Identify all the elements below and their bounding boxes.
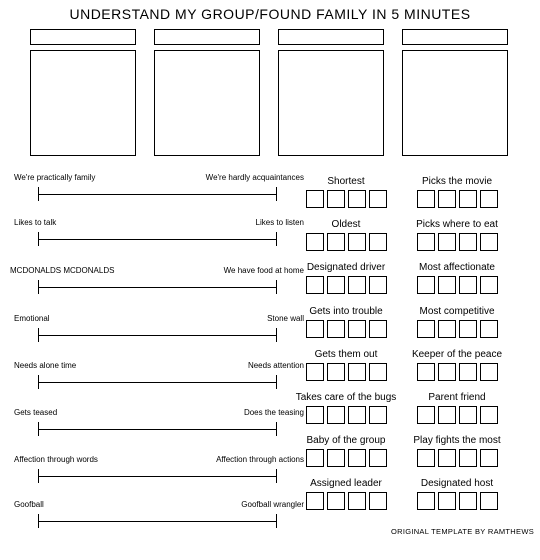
scale-left-tick	[38, 328, 39, 342]
category-slots	[287, 233, 405, 251]
category-slots	[398, 233, 516, 251]
scale-right-label: We have food at home	[223, 266, 304, 275]
category-label: Baby of the group	[306, 435, 386, 446]
member-slot[interactable]	[327, 320, 345, 338]
scale-left-tick	[38, 280, 39, 294]
category-group	[287, 478, 405, 522]
member-slot[interactable]	[417, 276, 435, 294]
member-slot[interactable]	[348, 276, 366, 294]
category-label: Designated host	[420, 478, 494, 489]
member-name-box-2[interactable]	[154, 29, 260, 45]
member-slot[interactable]	[417, 449, 435, 467]
member-slot[interactable]	[480, 190, 498, 208]
member-name-box-4[interactable]	[402, 29, 508, 45]
member-slot[interactable]	[480, 233, 498, 251]
category-group	[287, 219, 405, 263]
category-label: Oldest	[331, 219, 361, 230]
member-name-box-1[interactable]	[30, 29, 136, 45]
member-slot[interactable]	[480, 320, 498, 338]
member-slot[interactable]	[438, 233, 456, 251]
category-slots	[398, 320, 516, 338]
category-label: Gets them out	[314, 349, 378, 360]
scale-right-label: Needs attention	[247, 361, 304, 370]
scale-left-label: Goofball	[14, 500, 44, 509]
member-slot[interactable]	[327, 190, 345, 208]
member-name-box-3[interactable]	[278, 29, 384, 45]
member-slot[interactable]	[438, 320, 456, 338]
member-slot[interactable]	[306, 449, 324, 467]
category-label: Picks the movie	[421, 176, 493, 187]
member-slot[interactable]	[369, 449, 387, 467]
scale-line[interactable]	[39, 335, 277, 336]
category-group	[287, 392, 405, 436]
member-slot[interactable]	[438, 276, 456, 294]
scale-line[interactable]	[39, 382, 277, 383]
member-slot[interactable]	[327, 406, 345, 424]
member-slot[interactable]	[417, 492, 435, 510]
member-slot[interactable]	[459, 233, 477, 251]
scale-left-label: We're practically family	[14, 173, 96, 182]
category-slots	[287, 492, 405, 510]
category-label: Play fights the most	[413, 435, 501, 446]
member-slot[interactable]	[306, 320, 324, 338]
member-slot[interactable]	[480, 492, 498, 510]
member-slot[interactable]	[327, 233, 345, 251]
scale-right-tick	[276, 514, 277, 528]
member-slot[interactable]	[348, 233, 366, 251]
scale-left-tick	[38, 232, 39, 246]
member-slot[interactable]	[306, 363, 324, 381]
category-slots	[398, 492, 516, 510]
member-slot[interactable]	[348, 190, 366, 208]
member-slot[interactable]	[306, 276, 324, 294]
member-slot[interactable]	[417, 233, 435, 251]
member-picture-box-1[interactable]	[30, 50, 136, 156]
spectrum-scale	[0, 500, 310, 560]
category-label: Shortest	[327, 176, 365, 187]
member-slot[interactable]	[348, 449, 366, 467]
scale-left-label: Likes to talk	[14, 218, 57, 227]
scale-left-label: MCDONALDS MCDONALDS	[10, 266, 115, 275]
category-group	[398, 478, 516, 522]
scale-left-label: Needs alone time	[14, 361, 77, 370]
member-picture-box-2[interactable]	[154, 50, 260, 156]
member-slot[interactable]	[417, 406, 435, 424]
category-group	[398, 349, 516, 393]
scale-right-label: Does the teasing	[243, 408, 304, 417]
member-slot[interactable]	[480, 449, 498, 467]
scale-line[interactable]	[39, 194, 277, 195]
scale-right-tick	[276, 232, 277, 246]
member-slot[interactable]	[327, 449, 345, 467]
member-slot[interactable]	[306, 233, 324, 251]
member-slot[interactable]	[480, 363, 498, 381]
scale-line[interactable]	[39, 476, 277, 477]
member-slot[interactable]	[459, 276, 477, 294]
scale-line[interactable]	[39, 287, 277, 288]
category-label: Most competitive	[419, 306, 495, 317]
member-slot[interactable]	[369, 233, 387, 251]
member-slot[interactable]	[438, 190, 456, 208]
category-slots	[398, 363, 516, 381]
category-slots	[287, 406, 405, 424]
category-label: Takes care of the bugs	[295, 392, 397, 403]
member-slot[interactable]	[438, 406, 456, 424]
scale-right-tick	[276, 469, 277, 483]
scale-right-tick	[276, 280, 277, 294]
category-label: Keeper of the peace	[411, 349, 503, 360]
category-slots	[287, 449, 405, 467]
scale-left-tick	[38, 187, 39, 201]
member-slot[interactable]	[369, 276, 387, 294]
category-slots	[287, 190, 405, 208]
member-slot[interactable]	[459, 406, 477, 424]
scale-right-tick	[276, 187, 277, 201]
scale-line[interactable]	[39, 521, 277, 522]
member-slot[interactable]	[459, 492, 477, 510]
category-label: Most affectionate	[419, 262, 495, 273]
scale-left-tick	[38, 469, 39, 483]
member-slot[interactable]	[459, 449, 477, 467]
category-group	[287, 349, 405, 393]
member-picture-box-4[interactable]	[402, 50, 508, 156]
category-group	[398, 262, 516, 306]
scale-right-label: Goofball wrangler	[241, 500, 304, 509]
category-group	[398, 219, 516, 263]
category-label: Gets into trouble	[309, 306, 383, 317]
scale-right-tick	[276, 375, 277, 389]
member-slot[interactable]	[306, 406, 324, 424]
category-slots	[287, 363, 405, 381]
category-label: Parent friend	[428, 392, 486, 403]
member-slot[interactable]	[369, 406, 387, 424]
category-label: Designated driver	[306, 262, 386, 273]
member-slot[interactable]	[438, 449, 456, 467]
scale-right-label: We're hardly acquaintances	[205, 173, 304, 182]
member-slot[interactable]	[480, 406, 498, 424]
member-slot[interactable]	[459, 363, 477, 381]
category-slots	[398, 449, 516, 467]
member-slot[interactable]	[327, 363, 345, 381]
member-slot[interactable]	[327, 276, 345, 294]
category-group	[398, 392, 516, 436]
member-slot[interactable]	[348, 320, 366, 338]
member-slot[interactable]	[480, 276, 498, 294]
category-slots	[398, 406, 516, 424]
member-slot[interactable]	[417, 320, 435, 338]
page-title: UNDERSTAND MY GROUP/FOUND FAMILY IN 5 MINUTES	[69, 6, 471, 22]
category-label: Assigned leader	[310, 478, 382, 489]
category-group	[287, 176, 405, 220]
category-slots	[398, 190, 516, 208]
scale-left-tick	[38, 422, 39, 436]
member-slot[interactable]	[369, 320, 387, 338]
scale-left-label: Gets teased	[14, 408, 58, 417]
member-slot[interactable]	[348, 406, 366, 424]
category-slots	[287, 276, 405, 294]
category-group	[287, 435, 405, 479]
member-slot[interactable]	[369, 363, 387, 381]
scale-right-label: Stone wall	[267, 314, 304, 323]
member-slot[interactable]	[327, 492, 345, 510]
member-slot[interactable]	[306, 492, 324, 510]
member-picture-box-3[interactable]	[278, 50, 384, 156]
scale-line[interactable]	[39, 429, 277, 430]
category-group	[287, 306, 405, 350]
member-slot[interactable]	[417, 363, 435, 381]
scale-right-label: Likes to listen	[255, 218, 304, 227]
scale-right-tick	[276, 422, 277, 436]
member-slot[interactable]	[417, 190, 435, 208]
member-slot[interactable]	[459, 320, 477, 338]
member-slot[interactable]	[369, 492, 387, 510]
scale-right-tick	[276, 328, 277, 342]
category-group	[287, 262, 405, 306]
template-credit: ORIGINAL TEMPLATE BY RAMTHEWS	[390, 527, 534, 536]
category-group	[398, 306, 516, 350]
member-slot[interactable]	[438, 363, 456, 381]
scale-line[interactable]	[39, 239, 277, 240]
scale-left-label: Emotional	[14, 314, 50, 323]
member-slot[interactable]	[459, 190, 477, 208]
member-slot[interactable]	[306, 190, 324, 208]
scale-left-tick	[38, 375, 39, 389]
category-group	[398, 176, 516, 220]
member-slot[interactable]	[369, 190, 387, 208]
category-slots	[287, 320, 405, 338]
category-label: Picks where to eat	[416, 219, 498, 230]
scale-left-tick	[38, 514, 39, 528]
category-group	[398, 435, 516, 479]
member-slot[interactable]	[348, 492, 366, 510]
member-slot[interactable]	[438, 492, 456, 510]
member-slot[interactable]	[348, 363, 366, 381]
category-slots	[398, 276, 516, 294]
scale-right-label: Affection through actions	[216, 455, 304, 464]
scale-left-label: Affection through words	[14, 455, 98, 464]
